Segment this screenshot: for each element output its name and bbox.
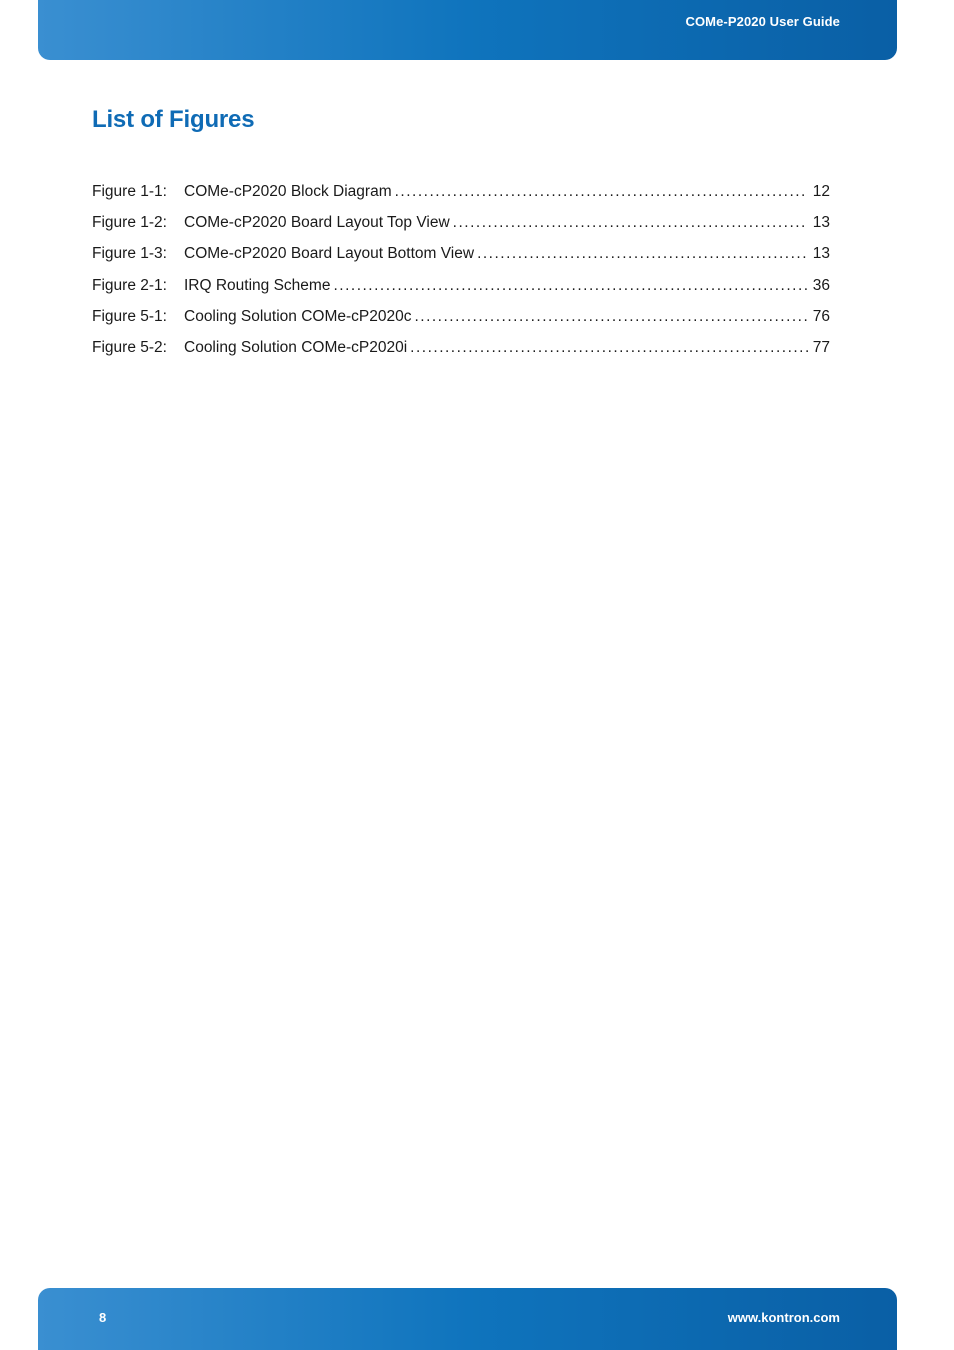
dot-leader [410,339,808,357]
figure-label: Figure 5-1: [92,307,167,325]
figure-label: Figure 5-2: [92,338,167,356]
dot-leader [333,277,808,295]
figure-page-number: 13 [812,214,830,232]
document-title: COMe-P2020 User Guide [685,14,840,29]
list-of-figures [92,183,830,370]
figure-label: Figure 1-3: [92,245,167,263]
toc-entry[interactable] [92,245,830,276]
figure-title: IRQ Routing Scheme [184,276,331,294]
figure-label: Figure 1-1: [92,183,167,200]
toc-entry[interactable] [92,277,830,308]
figure-title: COMe-cP2020 Board Layout Top View [184,214,450,232]
figure-page-number: 36 [812,276,830,294]
figure-title: COMe-cP2020 Board Layout Bottom View [184,245,475,263]
figure-page-number: 12 [812,183,830,200]
footer-bar [38,1288,897,1350]
page-title: List of Figures [92,106,255,133]
dot-leader [395,183,808,201]
toc-entry[interactable] [92,308,830,339]
dot-leader [477,245,808,263]
figure-title: COMe-cP2020 Block Diagram [184,183,392,200]
figure-label: Figure 2-1: [92,276,167,294]
toc-entry[interactable] [92,214,830,245]
website-link[interactable]: www.kontron.com [727,1310,840,1325]
toc-entry[interactable] [92,339,830,370]
toc-entry[interactable] [92,183,830,214]
header-bar [38,0,897,60]
figure-title: Cooling Solution COMe-cP2020c [184,307,412,325]
figure-page-number: 13 [812,245,830,263]
dot-leader [414,308,808,326]
figure-page-number: 77 [812,338,830,356]
figure-title: Cooling Solution COMe-cP2020i [184,338,408,356]
figure-page-number: 76 [812,307,830,325]
page-number: 8 [99,1310,107,1325]
figure-label: Figure 1-2: [92,214,167,232]
dot-leader [453,214,808,232]
